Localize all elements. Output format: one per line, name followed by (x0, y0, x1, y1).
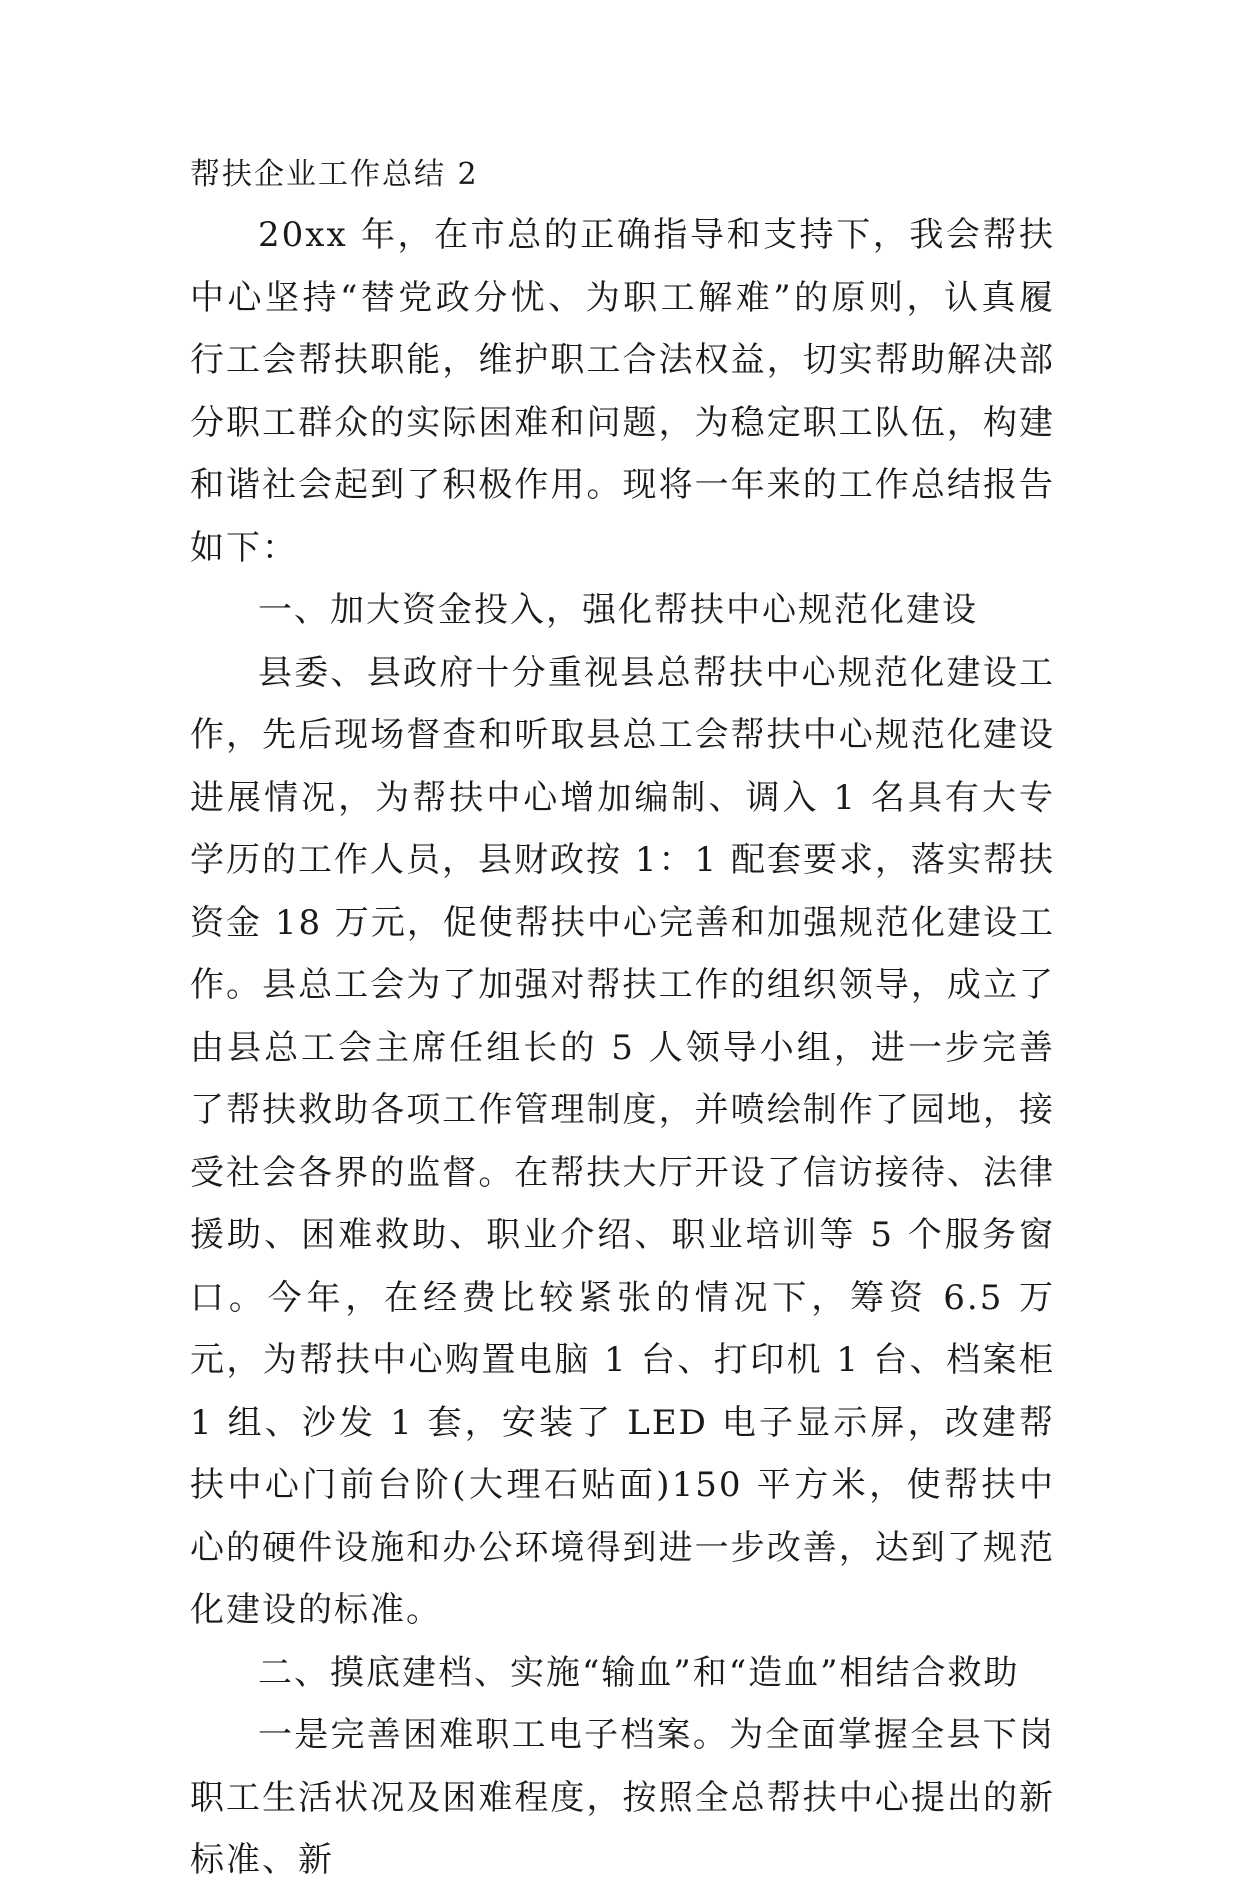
paragraph-intro: 20xx 年，在市总的正确指导和支持下，我会帮扶中心坚持“替党政分忧、为职工解难”的原则，认真履行工会帮扶职能，维护职工合法权益，切实帮助解决部分职工群众的实际困难和问题，为稳定职工队伍，构建和谐社会起到了积极作用。现将一年来的工作总结报告如下： (190, 215, 1055, 568)
section-heading-2: 二、摸底建档、实施“输血”和“造血”相结合救助 (258, 1652, 1020, 1693)
paragraph-section-2: 一是完善困难职工电子档案。为全面掌握全县下岗职工生活状况及困难程度，按照全总帮扶中心提出的新标准、新 (190, 1715, 1055, 1880)
paragraph-section-1: 县委、县政府十分重视县总帮扶中心规范化建设工作，先后现场督查和听取县总工会帮扶中心规范化建设进展情况，为帮扶中心增加编制、调入 1 名具有大专学历的工作人员，县财政按 1：1 配套要求，落实帮扶资金 18 万元，促使帮扶中心完善和加强规范化建设工作。县总工会为了加强对帮扶工作的组织领导，成立了由县总工会主席任组长的 5 人领导小组，进一步完善了帮扶救助各项工作管理制度，并喷绘制作了园地，接受社会各界的监督。在帮扶大厅开设了信访接待、法律援助、困难救助、职业介绍、职业培训等 5 个服务窗口。今年，在经费比较紧张的情况下，筹资 6.5 万元，为帮扶中心购置电脑 1 台、打印机 1 台、档案柜 1 组、沙发 1 套，安装了 LED 电子显示屏，改建帮扶中心门前台阶(大理石贴面)150 平方米，使帮扶中心的硬件设施和办公环境得到进一步改善，达到了规范化建设的标准。 (190, 652, 1055, 1630)
document-body (190, 146, 1055, 1892)
section-heading-1: 一、加大资金投入，强化帮扶中心规范化建设 (258, 590, 978, 630)
document-title: 帮扶企业工作总结 2 (190, 157, 479, 192)
